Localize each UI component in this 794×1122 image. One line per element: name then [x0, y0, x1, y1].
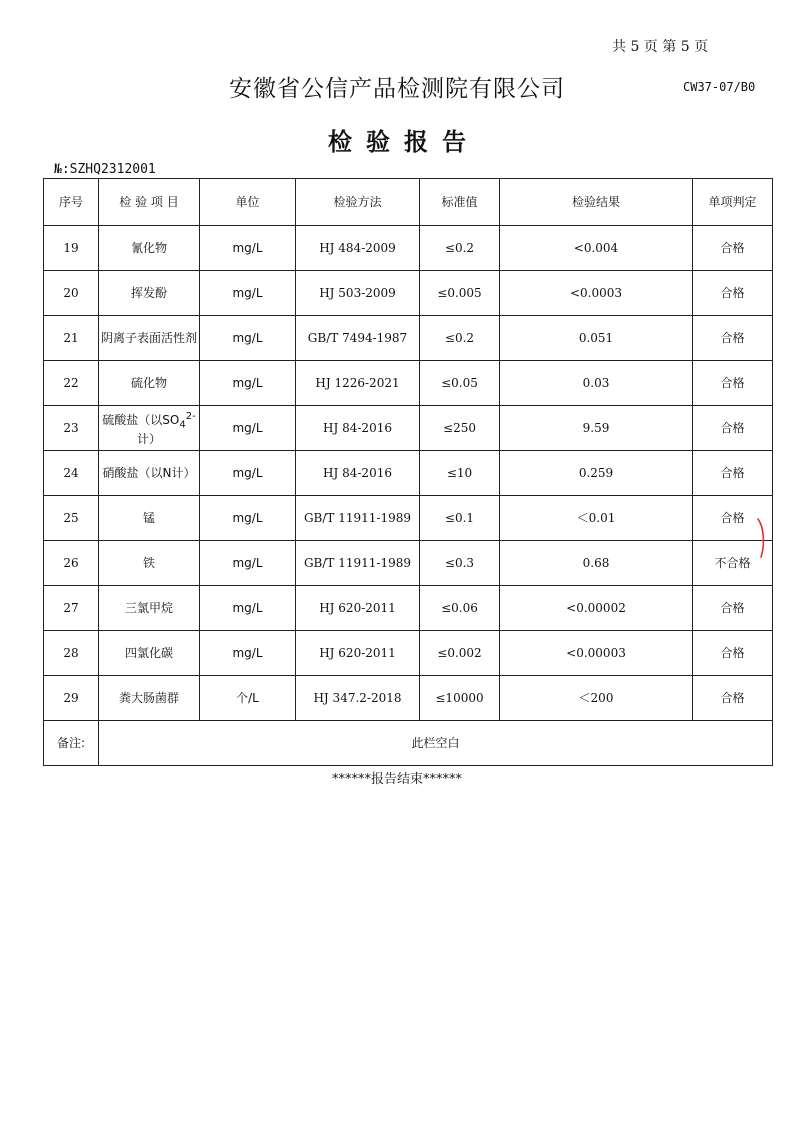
- row-unit: mg/L: [200, 541, 296, 586]
- item-suffix: 计）: [136, 432, 161, 447]
- row-item: 粪大肠菌群: [99, 676, 200, 721]
- row-no: 28: [44, 631, 99, 676]
- row-unit: mg/L: [200, 496, 296, 541]
- row-judgement: 合格: [693, 406, 773, 451]
- row-method: HJ 484-2009: [296, 226, 420, 271]
- row-unit: mg/L: [200, 226, 296, 271]
- row-item: 阴离子表面活性剂: [99, 316, 200, 361]
- table-row: [44, 451, 773, 496]
- column-header-standard: 标准值: [420, 179, 500, 226]
- column-header-judgement: 单项判定: [693, 179, 773, 226]
- table-row: [44, 541, 773, 586]
- results-table: [43, 178, 773, 766]
- row-method: HJ 84-2016: [296, 406, 420, 451]
- row-unit: mg/L: [200, 316, 296, 361]
- row-unit: 个/L: [200, 676, 296, 721]
- table-row: [44, 361, 773, 406]
- row-result: <0.00002: [500, 586, 693, 631]
- table-row: [44, 496, 773, 541]
- item-prefix: 硫酸盐（以SO: [102, 412, 180, 427]
- row-result: 0.051: [500, 316, 693, 361]
- row-result: <0.004: [500, 226, 693, 271]
- row-standard: ≤10: [420, 451, 500, 496]
- row-item: 硝酸盐（以N计）: [99, 451, 200, 496]
- row-judgement: 合格: [693, 676, 773, 721]
- row-no: 19: [44, 226, 99, 271]
- row-standard: ≤0.005: [420, 271, 500, 316]
- remark-value: 此栏空白: [99, 721, 773, 766]
- row-no: 24: [44, 451, 99, 496]
- row-judgement: 合格: [693, 586, 773, 631]
- report-number: №:SZHQ2312001: [54, 162, 156, 177]
- row-item: 铁: [99, 541, 200, 586]
- column-header-item: 检 验 项 目: [99, 179, 200, 226]
- red-check-stroke: [758, 519, 763, 557]
- column-header-unit: 单位: [200, 179, 296, 226]
- row-judgement: 合格: [693, 451, 773, 496]
- row-result: 0.259: [500, 451, 693, 496]
- row-item: 锰: [99, 496, 200, 541]
- row-standard: ≤0.2: [420, 226, 500, 271]
- row-judgement: 合格: [693, 271, 773, 316]
- row-standard: ≤10000: [420, 676, 500, 721]
- row-method: HJ 347.2-2018: [296, 676, 420, 721]
- row-standard: ≤0.06: [420, 586, 500, 631]
- row-no: 22: [44, 361, 99, 406]
- row-method: GB/T 11911-1989: [296, 496, 420, 541]
- row-judgement: 合格: [693, 631, 773, 676]
- item-subscript: 4: [179, 419, 186, 431]
- table-row: [44, 406, 773, 451]
- row-item: [99, 406, 200, 451]
- row-item: 四氯化碳: [99, 631, 200, 676]
- row-judgement: 合格: [693, 316, 773, 361]
- row-unit: mg/L: [200, 271, 296, 316]
- table-row: [44, 631, 773, 676]
- row-item: 氰化物: [99, 226, 200, 271]
- row-judgement: 合格: [693, 361, 773, 406]
- row-standard: ≤0.05: [420, 361, 500, 406]
- row-result: <0.00003: [500, 631, 693, 676]
- row-judgement: 合格: [693, 226, 773, 271]
- row-judgement: 不合格: [693, 541, 773, 586]
- row-no: 29: [44, 676, 99, 721]
- row-method: HJ 1226-2021: [296, 361, 420, 406]
- row-standard: ≤250: [420, 406, 500, 451]
- row-standard: ≤0.002: [420, 631, 500, 676]
- table-row: [44, 226, 773, 271]
- row-method: HJ 620-2011: [296, 631, 420, 676]
- table-header-row: [44, 179, 773, 226]
- row-method: GB/T 11911-1989: [296, 541, 420, 586]
- row-method: HJ 84-2016: [296, 451, 420, 496]
- column-header-no: 序号: [44, 179, 99, 226]
- page-info: 共 5 页 第 5 页: [612, 39, 709, 55]
- row-unit: mg/L: [200, 631, 296, 676]
- report-title: 检验报告: [328, 127, 480, 156]
- row-unit: mg/L: [200, 406, 296, 451]
- row-no: 26: [44, 541, 99, 586]
- row-no: 21: [44, 316, 99, 361]
- row-standard: ≤0.1: [420, 496, 500, 541]
- document-code: CW37-07/B0: [683, 80, 756, 94]
- row-no: 27: [44, 586, 99, 631]
- row-result: <0.0003: [500, 271, 693, 316]
- row-standard: ≤0.3: [420, 541, 500, 586]
- row-result: ＜0.01: [500, 496, 693, 541]
- row-method: HJ 503-2009: [296, 271, 420, 316]
- item-superscript: 2-: [185, 410, 196, 422]
- row-result: ＜200: [500, 676, 693, 721]
- row-item: 三氯甲烷: [99, 586, 200, 631]
- row-method: HJ 620-2011: [296, 586, 420, 631]
- row-unit: mg/L: [200, 586, 296, 631]
- table-row: [44, 271, 773, 316]
- row-result: 0.03: [500, 361, 693, 406]
- column-header-method: 检验方法: [296, 179, 420, 226]
- row-unit: mg/L: [200, 361, 296, 406]
- row-unit: mg/L: [200, 451, 296, 496]
- table-row: [44, 316, 773, 361]
- red-check-mark: [755, 517, 769, 559]
- row-judgement: 合格: [693, 496, 773, 541]
- row-no: 20: [44, 271, 99, 316]
- row-method: GB/T 7494-1987: [296, 316, 420, 361]
- row-result: 9.59: [500, 406, 693, 451]
- remark-row: [44, 721, 773, 766]
- row-standard: ≤0.2: [420, 316, 500, 361]
- row-item: 挥发酚: [99, 271, 200, 316]
- row-no: 23: [44, 406, 99, 451]
- table-row: [44, 676, 773, 721]
- company-name: 安徽省公信产品检测院有限公司: [229, 76, 565, 102]
- report-end-line: ******报告结束******: [331, 772, 462, 787]
- row-item: 硫化物: [99, 361, 200, 406]
- column-header-result: 检验结果: [500, 179, 693, 226]
- table-row: [44, 586, 773, 631]
- row-result: 0.68: [500, 541, 693, 586]
- remark-label: 备注:: [44, 721, 99, 766]
- row-no: 25: [44, 496, 99, 541]
